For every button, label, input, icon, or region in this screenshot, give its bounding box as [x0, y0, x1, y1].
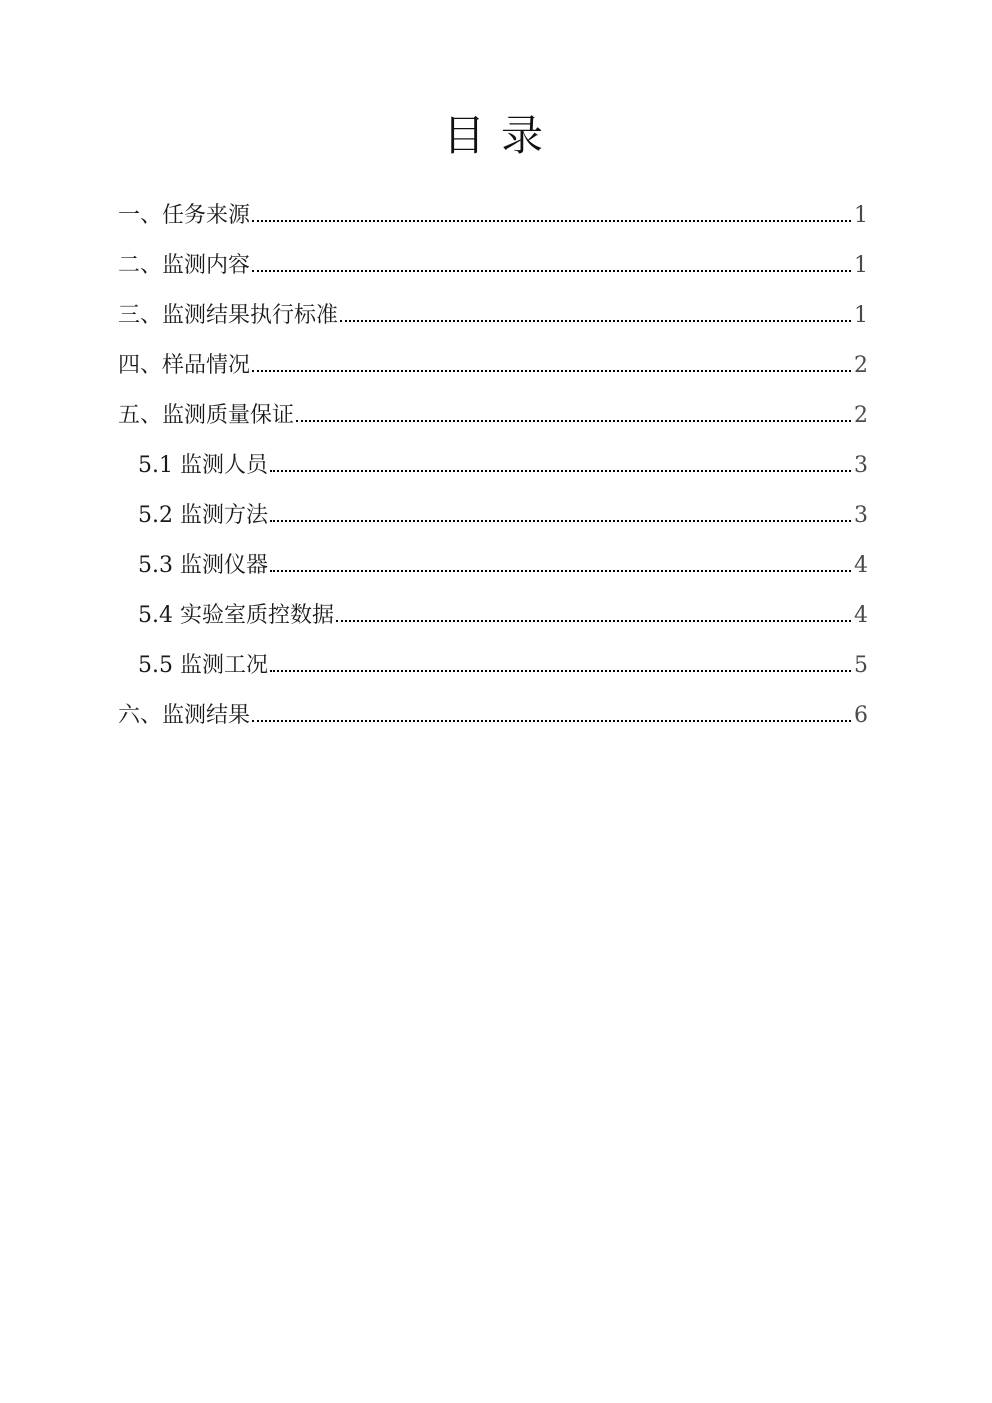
toc-entry[interactable]	[138, 490, 868, 540]
toc-entry-page-number: 1	[854, 253, 868, 278]
toc-entry-page-number: 3	[854, 503, 868, 528]
toc-entry[interactable]	[118, 290, 868, 340]
toc-entry-page-number: 1	[854, 203, 868, 228]
toc-entry-page-number: 2	[854, 403, 868, 428]
toc-entry[interactable]	[118, 240, 868, 290]
dot-leader	[252, 720, 851, 722]
toc-entry[interactable]	[118, 390, 868, 440]
dot-leader	[296, 420, 851, 422]
toc-entry-label: 一、任务来源	[118, 203, 251, 228]
toc-entry-label: 五、监测质量保证	[118, 403, 295, 428]
dot-leader	[270, 670, 851, 672]
toc-entry[interactable]	[138, 590, 868, 640]
toc-entry-page-number: 3	[854, 453, 868, 478]
dot-leader	[270, 470, 851, 472]
dot-leader	[270, 570, 851, 572]
toc-entry-label: 5.5 监测工况	[138, 653, 268, 678]
toc-entry[interactable]	[118, 690, 868, 740]
toc-entry[interactable]	[118, 190, 868, 240]
toc-entry[interactable]	[118, 340, 868, 390]
document-title: 目录	[442, 111, 559, 160]
dot-leader	[252, 370, 851, 372]
toc-entry-page-number: 2	[854, 353, 868, 378]
toc-entry-page-number: 6	[854, 703, 868, 728]
dot-leader	[252, 220, 851, 222]
toc-entry-label: 三、监测结果执行标准	[118, 303, 339, 328]
toc-entry[interactable]	[138, 640, 868, 690]
dot-leader	[270, 520, 851, 522]
toc-entry-label: 5.1 监测人员	[138, 453, 268, 478]
dot-leader	[336, 620, 851, 622]
dot-leader	[340, 320, 851, 322]
toc-entry-label: 5.3 监测仪器	[138, 553, 268, 578]
toc-entry-label: 5.4 实验室质控数据	[138, 603, 334, 628]
toc-entry[interactable]	[138, 540, 868, 590]
toc-entry-label: 二、监测内容	[118, 253, 251, 278]
dot-leader	[252, 270, 851, 272]
toc-list	[118, 190, 868, 740]
toc-entry-page-number: 4	[854, 553, 868, 578]
toc-entry-page-number: 4	[854, 603, 868, 628]
toc-entry-label: 六、监测结果	[118, 703, 251, 728]
toc-entry-page-number: 5	[854, 653, 868, 678]
toc-entry-label: 四、样品情况	[118, 353, 251, 378]
toc-entry-page-number: 1	[854, 303, 868, 328]
toc-entry[interactable]	[138, 440, 868, 490]
toc-entry-label: 5.2 监测方法	[138, 503, 268, 528]
